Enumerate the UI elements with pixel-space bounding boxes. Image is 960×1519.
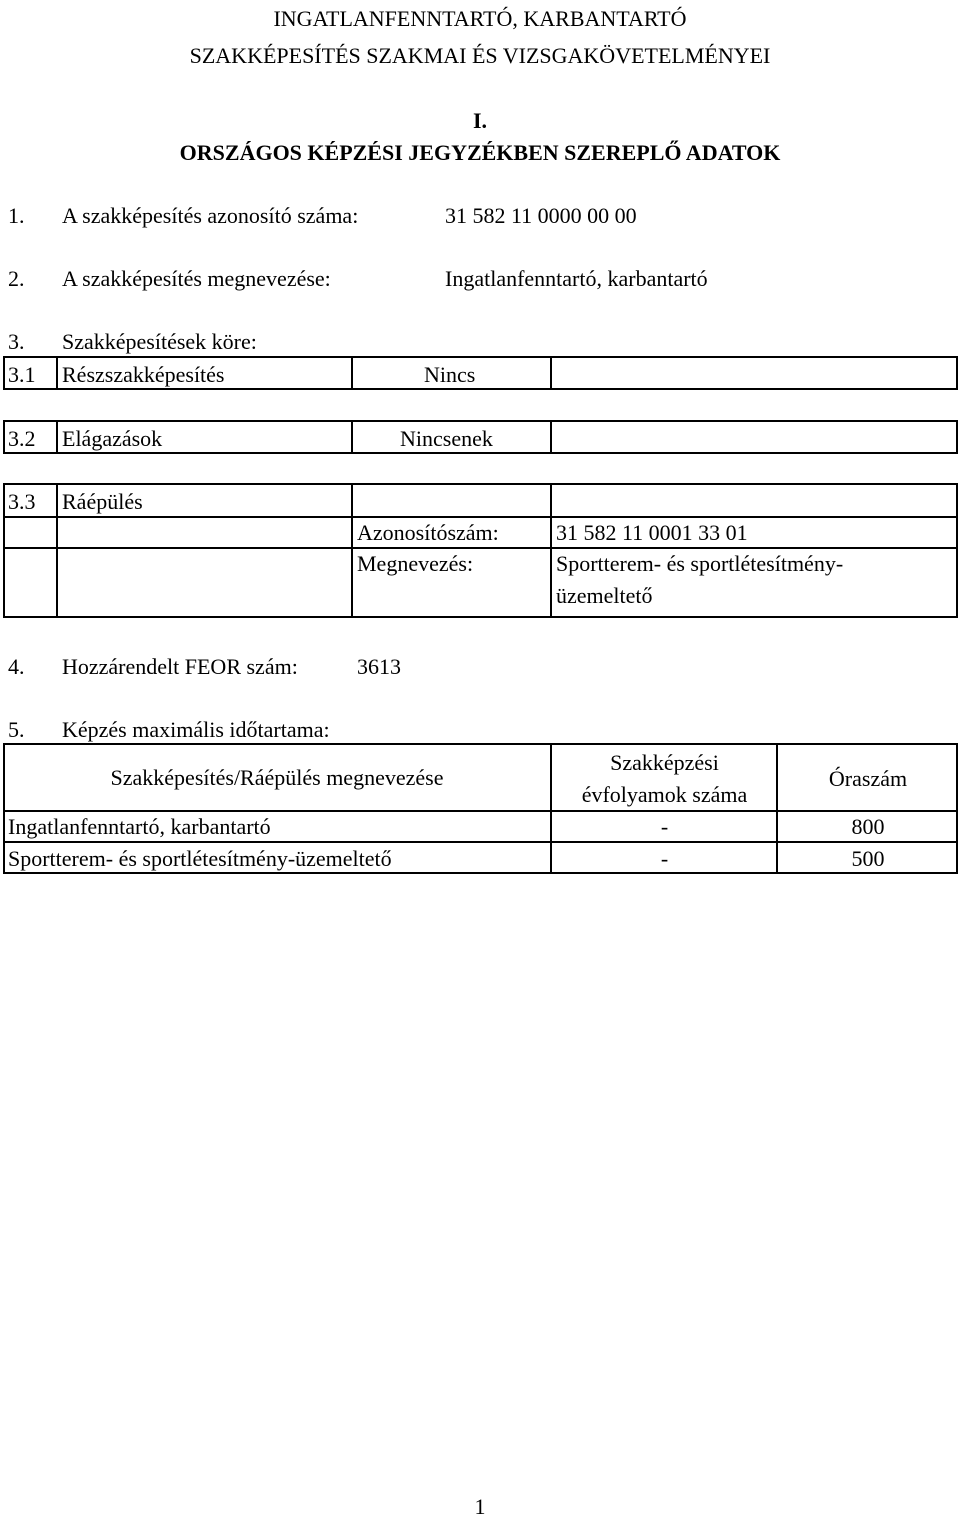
table-header-hours: Óraszám: [828, 766, 908, 791]
item-1-value: 31 582 11 0000 00 00: [445, 203, 637, 228]
title-line-1: INGATLANFENNTARTÓ, KARBANTARTÓ: [273, 6, 687, 31]
item-4-label: Hozzárendelt FEOR szám:: [62, 654, 298, 679]
item-1-label: A szakképesítés azonosító száma:: [62, 203, 359, 228]
item-3-2-label: Elágazások: [62, 426, 163, 451]
section-number: I.: [472, 108, 488, 133]
row-3-3-divider-b: [351, 483, 353, 618]
item-5-number: 5.: [8, 717, 25, 742]
item-3-1-value: Nincs: [424, 362, 476, 387]
title-line-2: SZAKKÉPESÍTÉS SZAKMAI ÉS VIZSGAKÖVETELMÉNYEI: [189, 43, 771, 68]
row-3-3-divider-a: [56, 483, 58, 618]
duration-table-header-line: [3, 810, 958, 812]
item-5-label: Képzés maximális időtartama:: [62, 717, 330, 742]
item-3-3-name-value-line1: Sportterem- és sportlétesítmény-: [556, 551, 844, 576]
section-title: ORSZÁGOS KÉPZÉSI JEGYZÉKBEN SZEREPLŐ ADATOK: [179, 140, 781, 165]
item-3-3-name-label: Megnevezés:: [357, 551, 474, 576]
row-3-2-divider-b: [351, 420, 353, 454]
row-3-2-divider-a: [56, 420, 58, 454]
item-2-number: 2.: [8, 266, 25, 291]
item-3-3-label: Ráépülés: [62, 489, 143, 514]
item-3-3-id-label: Azonosítószám:: [357, 520, 499, 545]
table-row-2-years: -: [660, 846, 669, 871]
item-3-2-value: Nincsenek: [400, 426, 493, 451]
item-3-number: 3.: [8, 329, 25, 354]
table-row-2-name: Sportterem- és sportlétesítmény-üzemeltető: [8, 846, 392, 871]
row-3-1-divider-a: [56, 356, 58, 390]
item-2-label: A szakképesítés megnevezése:: [62, 266, 331, 291]
table-header-years-line1: Szakképzési: [610, 750, 719, 775]
item-3-3-name-value-line2: üzemeltető: [556, 583, 653, 608]
row-3-3-divider-c: [550, 483, 552, 618]
table-row-1-years: -: [660, 814, 669, 839]
row-3-2-divider-c: [550, 420, 552, 454]
item-3-2-number: 3.2: [8, 426, 36, 451]
table-row-2-hours: 500: [851, 846, 885, 871]
item-2-value: Ingatlanfenntartó, karbantartó: [445, 266, 708, 291]
table-header-name: Szakképesítés/Ráépülés megnevezése: [110, 765, 444, 790]
table-row-1-hours: 800: [851, 814, 885, 839]
row-3-3-inner-line-1: [3, 516, 958, 518]
item-4-number: 4.: [8, 654, 25, 679]
item-3-1-number: 3.1: [8, 362, 36, 387]
item-4-value: 3613: [357, 654, 401, 679]
row-3-1-divider-b: [351, 356, 353, 390]
item-3-label: Szakképesítések köre:: [62, 329, 257, 354]
row-3-1-divider-c: [550, 356, 552, 390]
item-3-3-id-value: 31 582 11 0001 33 01: [556, 520, 748, 545]
table-row-1-name: Ingatlanfenntartó, karbantartó: [8, 814, 271, 839]
table-header-years-line2: évfolyamok száma: [581, 782, 748, 807]
page-number: 1: [474, 1494, 486, 1519]
duration-table-row-line: [3, 841, 958, 843]
row-3-3-inner-line-2: [3, 547, 958, 549]
item-3-1-label: Részszakképesítés: [62, 362, 225, 387]
item-3-3-number: 3.3: [8, 489, 36, 514]
item-1-number: 1.: [8, 203, 25, 228]
